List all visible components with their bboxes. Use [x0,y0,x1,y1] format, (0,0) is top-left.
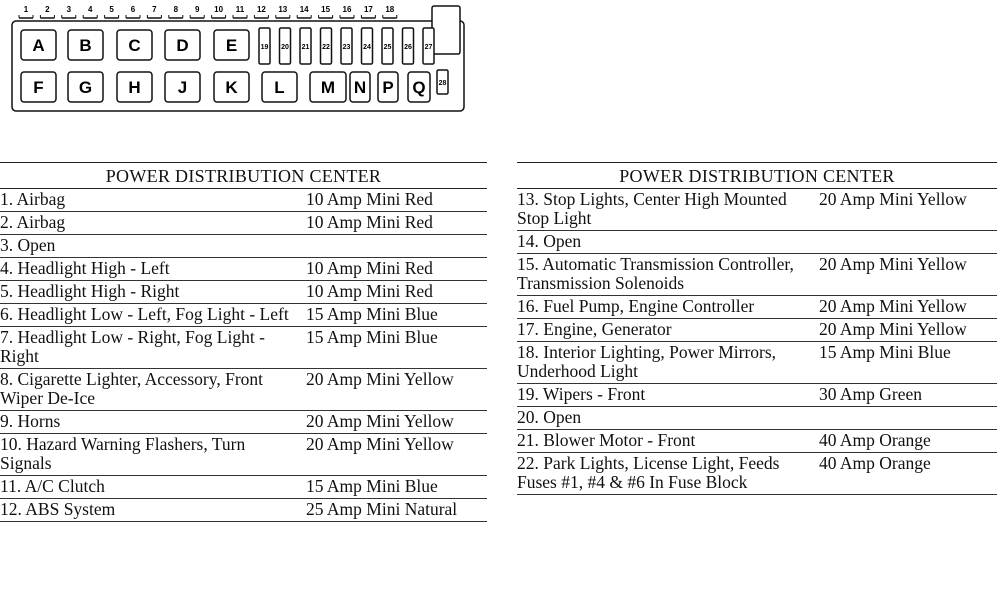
fuse-number-label: 3 [66,5,72,14]
relay-label: D [176,36,189,55]
relay-label: E [225,36,238,55]
table-row [0,212,487,235]
circuit-cell: 10. Hazard Warning Flashers, Turn Signals [0,434,306,476]
fuse-rating-cell: 10 Amp Mini Red [306,212,487,235]
mini-fuse-label: 28 [438,80,447,87]
mini-fuse-label: 19 [260,44,269,51]
table-row [0,327,487,369]
table-title-row [517,163,997,189]
fuse-number-label: 9 [194,5,200,14]
mini-fuse-label: 26 [404,44,412,51]
table-row [0,369,487,411]
mini-fuse-label: 23 [342,44,351,51]
mini-fuse-label: 25 [383,44,392,51]
mini-fuse-label: 22 [322,44,330,51]
circuit-cell: 15. Automatic Transmission Controller, Transmission Solenoids [517,254,819,296]
table-row [517,407,997,430]
relay-label: N [353,78,367,97]
fuse-rating-cell: 15 Amp Mini Blue [306,476,487,499]
fuse-number-label: 10 [214,5,224,14]
table-row [517,189,997,231]
fuse-rating-cell: 20 Amp Mini Yellow [819,189,997,231]
fuse-number-label: 17 [363,5,373,14]
mini-fuse-label: 21 [301,44,310,51]
mini-fuse-label: 20 [281,44,289,51]
fuse-rating-cell: 20 Amp Mini Yellow [819,296,997,319]
table-row [517,296,997,319]
circuit-cell: 22. Park Lights, License Light, Feeds Fuses #1, #4 & #6 In Fuse Block [517,453,819,495]
table-row [0,411,487,434]
fuse-rating-cell: 15 Amp Mini Blue [819,342,997,384]
mini-fuse-label: 24 [363,44,371,51]
fuse-rating-cell: 15 Amp Mini Blue [306,327,487,369]
fuse-rating-cell: 10 Amp Mini Red [306,258,487,281]
relay-label: L [274,78,285,97]
fuse-box-drawing [0,0,470,118]
fuse-rating-cell: 20 Amp Mini Yellow [306,369,487,411]
circuit-cell: 7. Headlight Low - Right, Fog Light - Right [0,327,306,369]
fuse-number-label: 1 [23,5,29,14]
circuit-cell: 16. Fuel Pump, Engine Controller [517,296,819,319]
fuse-number-label: 8 [173,5,179,14]
table-row [517,384,997,407]
circuit-cell: 13. Stop Lights, Center High Mounted Stop Light [517,189,819,231]
table-row [517,319,997,342]
mini-fuse-label: 27 [424,44,433,51]
relay-label: M [320,78,336,97]
table-row [0,476,487,499]
fuse-rating-cell: 20 Amp Mini Yellow [819,319,997,342]
table-title: POWER DISTRIBUTION CENTER [0,163,487,189]
circuit-cell: 4. Headlight High - Left [0,258,306,281]
fuse-table-left [0,162,487,522]
circuit-cell: 14. Open [517,231,819,254]
relay-label: A [32,36,45,55]
fuse-number-label: 2 [45,5,50,14]
table-row [517,231,997,254]
fuse-number-label: 16 [342,5,352,14]
relay-label: J [177,78,188,97]
fuse-rating-cell: 40 Amp Orange [819,453,997,495]
circuit-cell: 12. ABS System [0,499,306,522]
table-row [517,342,997,384]
fuse-rating-cell: 40 Amp Orange [819,430,997,453]
fuse-rating-cell: 10 Amp Mini Red [306,281,487,304]
fuse-number-label: 11 [235,5,245,14]
fuse-rating-cell: 10 Amp Mini Red [306,189,487,212]
table-row [517,430,997,453]
circuit-cell: 2. Airbag [0,212,306,235]
fuse-number-label: 14 [299,5,309,14]
fuse-rating-cell [819,407,997,430]
circuit-cell: 6. Headlight Low - Left, Fog Light - Left [0,304,306,327]
relay-label: H [128,78,141,97]
table-row [0,499,487,522]
circuit-cell: 5. Headlight High - Right [0,281,306,304]
circuit-cell: 3. Open [0,235,306,258]
fuse-box-diagram [0,0,470,118]
table-row [0,304,487,327]
table-row [0,434,487,476]
fuse-rating-cell [819,231,997,254]
fuse-rating-cell: 20 Amp Mini Yellow [306,411,487,434]
circuit-cell: 20. Open [517,407,819,430]
relay-label: K [225,78,238,97]
table-title-row [0,163,487,189]
fuse-rating-cell [306,235,487,258]
circuit-cell: 21. Blower Motor - Front [517,430,819,453]
table-row [0,258,487,281]
relay-label: F [33,78,44,97]
fuse-rating-cell: 25 Amp Mini Natural [306,499,487,522]
table-title: POWER DISTRIBUTION CENTER [517,163,997,189]
fuse-rating-cell: 20 Amp Mini Yellow [819,254,997,296]
circuit-cell: 8. Cigarette Lighter, Accessory, Front Wiper De-Ice [0,369,306,411]
fuse-number-label: 7 [152,5,157,14]
fuse-number-label: 18 [385,5,395,14]
fuse-number-label: 12 [256,5,266,14]
fuse-number-label: 5 [109,5,114,14]
fuse-number-label: 15 [321,5,331,14]
fuse-rating-cell: 15 Amp Mini Blue [306,304,487,327]
circuit-cell: 19. Wipers - Front [517,384,819,407]
circuit-cell: 18. Interior Lighting, Power Mirrors, Underhood Light [517,342,819,384]
relay-label: B [79,36,92,55]
fuse-table-right [517,162,997,495]
relay-label: Q [412,78,426,97]
fuse-number-label: 4 [87,5,93,14]
relay-label: P [382,78,394,97]
circuit-cell: 11. A/C Clutch [0,476,306,499]
table-row [0,235,487,258]
fuse-number-label: 13 [278,5,288,14]
fuse-rating-cell: 30 Amp Green [819,384,997,407]
fuse-number-label: 6 [130,5,136,14]
table-row [0,281,487,304]
spare-slot [432,6,460,54]
circuit-cell: 17. Engine, Generator [517,319,819,342]
relay-label: G [78,78,93,97]
table-row [517,254,997,296]
fuse-rating-cell: 20 Amp Mini Yellow [306,434,487,476]
relay-label: C [128,36,141,55]
circuit-cell: 1. Airbag [0,189,306,212]
circuit-cell: 9. Horns [0,411,306,434]
table-row [517,453,997,495]
table-row [0,189,487,212]
